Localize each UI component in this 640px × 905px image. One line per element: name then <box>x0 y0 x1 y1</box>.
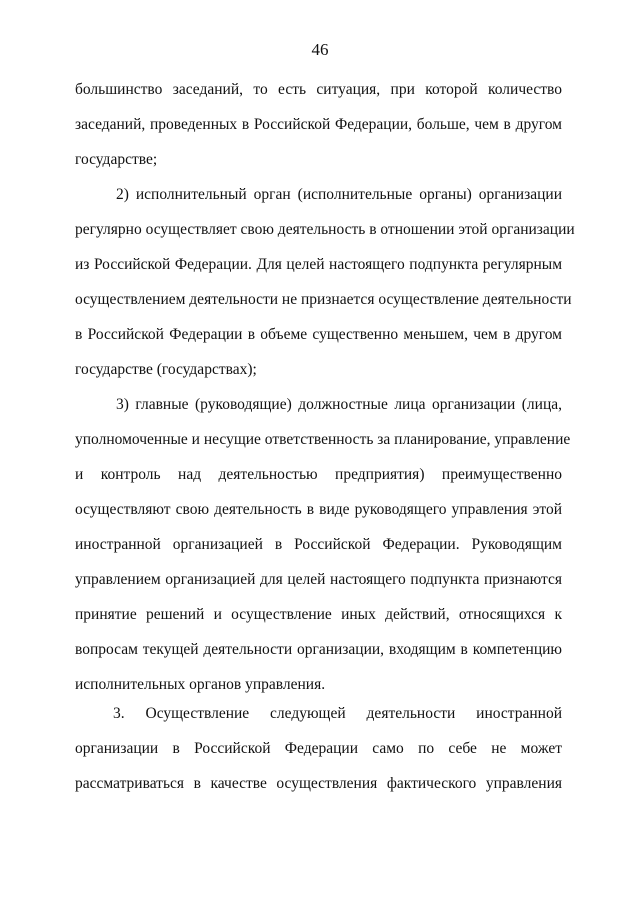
text-line: регулярно осуществляет свою деятельность в отношении этой организации <box>75 221 575 238</box>
text-line: принятие решений и осуществление иных действий, относящихся к <box>75 606 562 623</box>
text-line: в Российской Федерации в объеме существенно меньшем, чем в другом <box>75 326 562 343</box>
text-line: вопросам текущей деятельности организации, входящим в компетенцию <box>75 641 562 658</box>
text-line: уполномоченные и несущие ответственность за планирование, управление <box>75 431 571 448</box>
text-line: заседаний, проведенных в Российской Федерации, больше, чем в другом <box>75 116 562 133</box>
paragraph-1-continuation <box>75 80 562 185</box>
paragraph-section-3 <box>75 704 562 809</box>
text-line: осуществляют свою деятельность в виде руководящего управления этой <box>75 501 562 518</box>
text-line: осуществлением деятельности не признается осуществление деятельности <box>75 291 572 308</box>
text-line: 3. Осуществление следующей деятельности иностранной <box>113 705 562 722</box>
text-line: организации в Российской Федерации само по себе не может <box>75 740 562 757</box>
text-line: рассматриваться в качестве осуществления фактического управления <box>75 775 562 792</box>
paragraph-item-3 <box>75 395 571 710</box>
text-line: государстве (государствах); <box>75 361 257 378</box>
text-line: большинство заседаний, то есть ситуация, при которой количество <box>75 81 562 98</box>
text-line: иностранной организацией в Российской Федерации. Руководящим <box>75 536 562 553</box>
text-line: управлением организацией для целей настоящего подпункта признаются <box>75 571 562 588</box>
text-line: 2) исполнительный орган (исполнительные органы) организации <box>116 186 562 203</box>
text-line: из Российской Федерации. Для целей настоящего подпункта регулярным <box>75 256 562 273</box>
page-number: 46 <box>311 40 329 59</box>
text-line: исполнительных органов управления. <box>75 676 326 693</box>
text-line: государстве; <box>75 151 158 168</box>
text-line: и контроль над деятельностью предприятия) преимущественно <box>75 466 562 483</box>
paragraph-item-2 <box>75 185 575 395</box>
text-line: 3) главные (руководящие) должностные лица организации (лица, <box>116 396 562 413</box>
